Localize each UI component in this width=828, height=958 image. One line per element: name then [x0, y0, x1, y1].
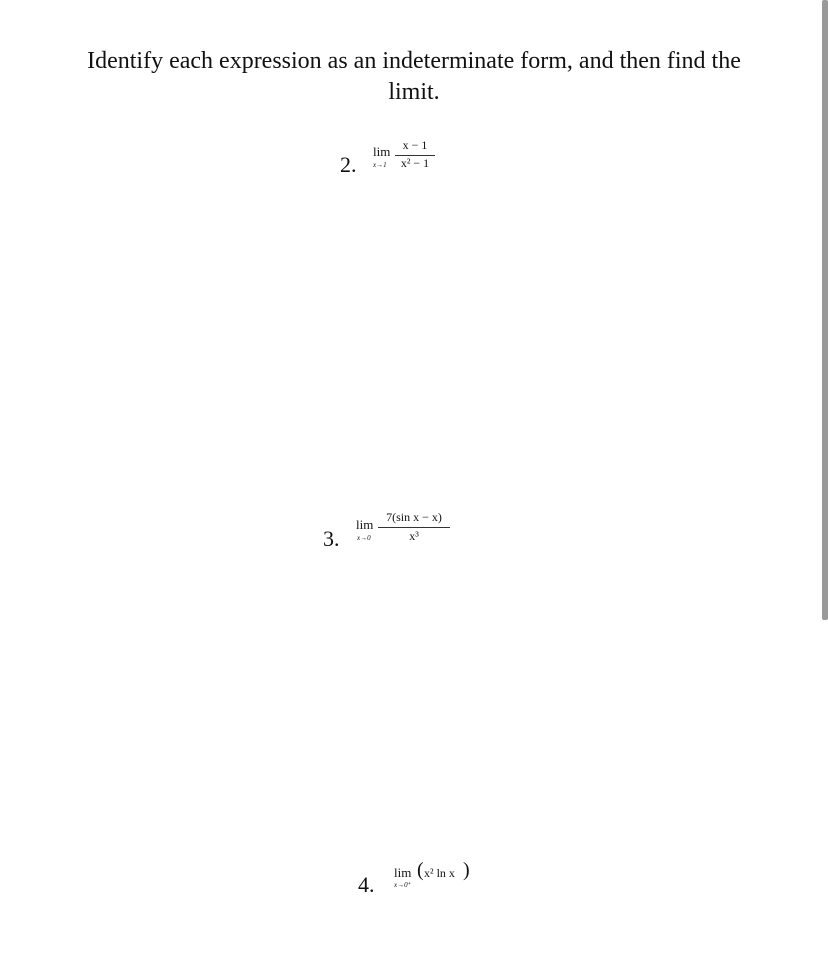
instruction-text: Identify each expression as an indeterminate form, and then find the limit. [87, 48, 741, 105]
problem-2-number: 2. [340, 152, 357, 177]
vertical-scrollbar[interactable] [822, 0, 828, 620]
close-paren: ) [463, 859, 470, 881]
denominator: x² − 1 [400, 156, 430, 170]
lim-subscript: x→0⁺ [394, 881, 412, 889]
problem-3-number: 3. [323, 526, 340, 551]
lim-subscript: x→0 [357, 534, 371, 542]
fraction-bar [378, 527, 450, 528]
lim-operator: lim [394, 865, 412, 880]
lim-operator: lim [373, 144, 391, 159]
numerator: x − 1 [402, 138, 428, 152]
limit-body: x² ln x [424, 866, 455, 880]
open-paren: ( [417, 859, 424, 881]
numerator: 7(sin x − x) [386, 510, 442, 524]
lim-operator: lim [356, 517, 374, 532]
lim-subscript: x→1 [373, 161, 387, 169]
denominator: x³ [409, 529, 419, 543]
problem-4-number: 4. [358, 872, 375, 897]
